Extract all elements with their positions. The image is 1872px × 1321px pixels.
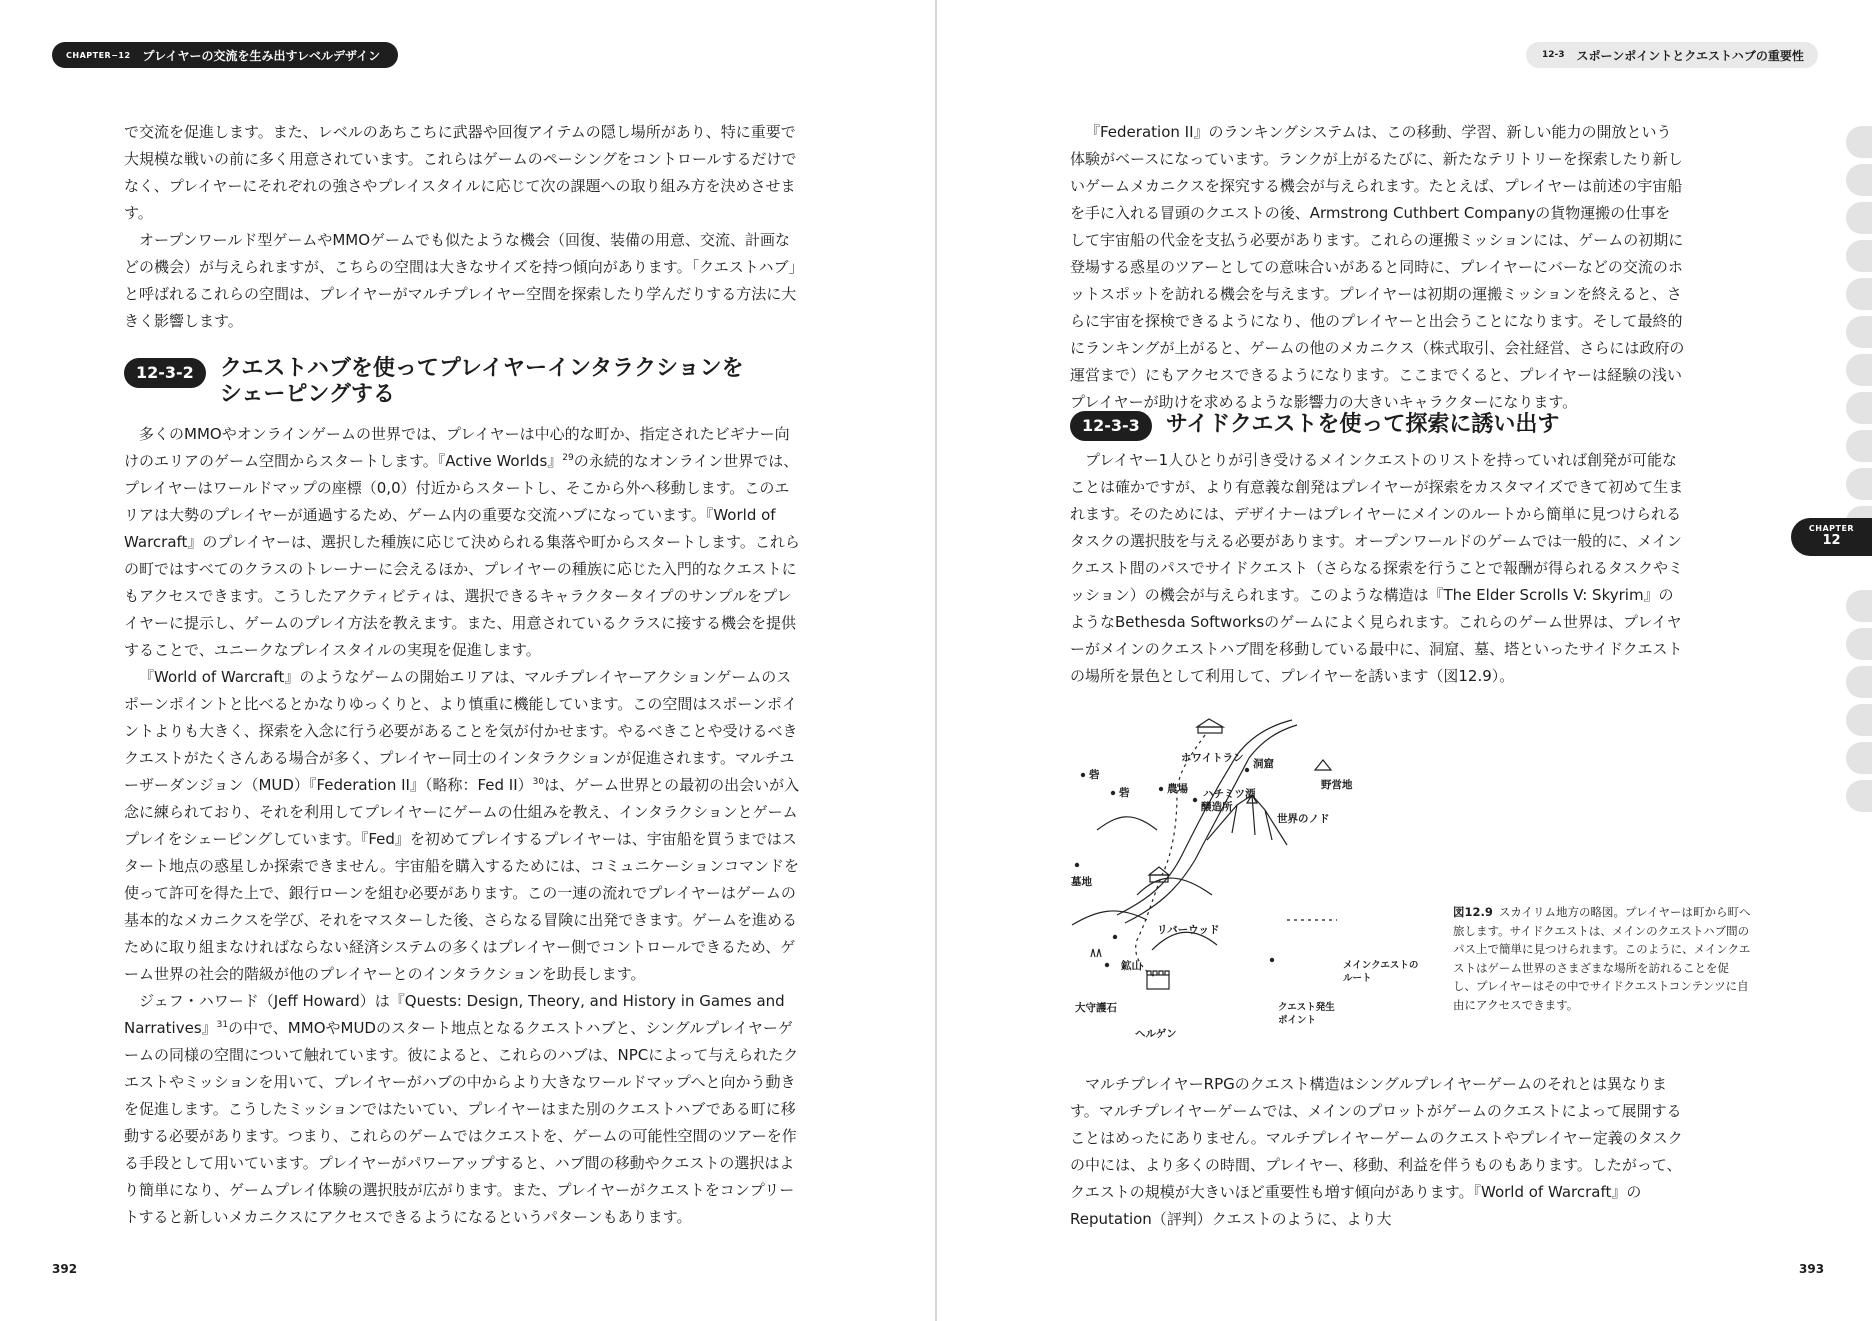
figure-caption [1453, 903, 1751, 1014]
section-body [1070, 447, 1685, 690]
map-label-camp: 野営地 [1321, 779, 1353, 791]
index-tab[interactable] [1846, 742, 1872, 774]
footnote-ref: 30 [532, 777, 545, 787]
index-tab[interactable] [1846, 278, 1872, 310]
left-page [0, 0, 935, 1321]
chapter-label: CHAPTER−12 [66, 50, 131, 60]
chapter-tab-label: CHAPTER [1808, 524, 1855, 533]
index-tab[interactable] [1846, 590, 1872, 622]
body-paragraph: プレイヤー1人ひとりが引き受けるメインクエストのリストを持っていれば創発が可能なことは確かですが、より有意義な創発はプレイヤーが探索をカスタマイズできて初めて生まれます。そのためには、デザイナーはプレイヤーにメインのルートから簡単に見つけられるタスクの選択肢を与える必要があります。オープンワールドのゲームでは一般的に、メインクエスト間のパスでサイドクエスト（さらなる探索を行うことで報酬が得られるタスクやミッション）の機会が与えられます。このような構造は『The Elder Scrolls V: Skyrim』のようなBethesda Softworksのゲームによく見られます。これらのゲーム世界は、プレイヤーがメインのクエストハブ間を移動している最中に、洞窟、墓、塔といったサイドクエストの場所を景色として利用して、プレイヤーを誘います（図12.9）。 [1070, 451, 1684, 685]
section-heading-12-3-2 [124, 356, 824, 408]
index-tab[interactable] [1846, 780, 1872, 812]
intro-paragraph: で交流を促進します。また、レベルのあちこちに武器や回復アイテムの隠し場所があり、特に重要で大規模な戦いの前に多く用意されています。これらはゲームのペーシングをコントロールするだけでなく、プレイヤーにそれぞれの強さやプレイスタイルに応じて次の課題への取り組み方を決めさせます。 [124, 123, 797, 222]
section-number-badge: 12-3-2 [124, 358, 206, 388]
index-tab[interactable] [1846, 316, 1872, 348]
page-number: 392 [52, 1262, 78, 1276]
map-label-meadery: 醸造所 [1201, 801, 1233, 813]
index-tab[interactable] [1846, 164, 1872, 196]
index-tab[interactable] [1846, 392, 1872, 424]
index-tab[interactable] [1846, 126, 1872, 158]
map-label-fort: 砦 [1089, 769, 1100, 781]
section-title [220, 356, 744, 408]
body-paragraph: マルチプレイヤーRPGのクエスト構造はシングルプレイヤーゲームのそれとは異なります。マルチプレイヤーゲームでは、メインのプロットがゲームのクエストによって展開することはめったにありません。マルチプレイヤーゲームのクエストやプレイヤー定義のタスクの中には、より多くの時間、プレイヤー、移動、利益を伴うものもあります。したがって、クエストの規模が大きいほど重要性も増す傾向があります。『World of Warcraft』のReputation（評判）クエストのように、より大 [1070, 1075, 1683, 1228]
map-label-whiterun: ホワイトラン [1181, 752, 1244, 764]
section-header-pill [1526, 42, 1818, 68]
chapter-header-pill [52, 42, 398, 68]
legend-route-label: ルート [1343, 973, 1372, 984]
intro-paragraph: 『Federation II』のランキングシステムは、この移動、学習、新しい能力の開放という体験がベースになっています。ランクが上がるたびに、新たなテリトリーを探索したり新しいゲームメカニクスを探究する機会が与えられます。たとえば、プレイヤーは前述の宇宙船を手に入れる冒頭のクエストの後、Armstrong Cuthbert Companyの貨物運搬の仕事をして宇宙船の代金を支払う必要があります。これらの運搬ミッションには、ゲームの初期に登場する惑星のツアーとしての意味合いがあると同時に、プレイヤーにバーなどの交流のホットスポットを訪れる機会を与えます。プレイヤーは初期の運搬ミッションを終えると、さらに宇宙を探検できるようになり、他のプレイヤーと出会うことになります。そして最終的にランキングが上がると、ゲームの他のメカニクス（株式取引、会社経営、さらには政府の運営まで）にもアクセスできるようになります。ここまでくると、プレイヤーは経験の浅いプレイヤーが助けを求めるような影響力の大きいキャラクターになります。 [1070, 123, 1685, 411]
map-label-mine: 鉱山 [1121, 960, 1142, 972]
legend-point-label: クエスト発生 [1278, 1002, 1335, 1013]
body-paragraph: 多くのMMOやオンラインゲームの世界では、プレイヤーは中心的な町か、指定されたビギナー向けのエリアのゲーム空間からスタートします。『Active Worlds』$^{29}$の永続的なオンライン世界では、プレイヤーはワールドマップの座標（0,0）付近からスタートし、そこから外へ移動します。このエリアは大勢のプレイヤーが通過するため、ゲーム内の重要な交流ハブになっています。『World of Warcraft』のプレイヤーは、選択した種族に応じて決められる集落や町からスタートします。これらの町ではすべてのクラスのトレーナーに会えるほか、プレイヤーの種族に応じた入門的なクエストにもアクセスできます。こうしたアクティビティは、選択できるキャラクタータイプのサンプルをプレイヤーに提示し、ゲームのプレイ方法を教えます。また、用意されているクラスに接する機会を提供することで、ユニークなプレイスタイルの実現を促進します。 [124, 425, 800, 659]
section-body [124, 421, 802, 1231]
legend-route-label: メインクエストの [1343, 960, 1419, 971]
chapter-index-tabs [1846, 126, 1872, 818]
figure-caption-label: 図12.9 [1453, 905, 1493, 919]
map-label-helgen: ヘルゲン [1135, 1028, 1177, 1040]
map-label-meadery: ハチミツ酒 [1203, 788, 1256, 800]
skyrim-map-figure [1071, 715, 1419, 1045]
section-number-badge: 12-3-3 [1070, 411, 1152, 441]
section-title-line: シェーピングする [219, 382, 395, 407]
map-label-guardian-stone: 大守護石 [1075, 1002, 1117, 1014]
closing-text [1070, 1071, 1685, 1233]
intro-text [1070, 119, 1685, 416]
map-label-riverwood: リバーウッド [1157, 924, 1220, 936]
page-number: 393 [1799, 1262, 1825, 1276]
section-heading-12-3-3 [1070, 409, 1710, 441]
section-header-title: スポーンポイントとクエストハブの重要性 [1576, 48, 1804, 63]
footnote-ref: 29 [562, 453, 574, 463]
map-label-cave: 洞窟 [1253, 758, 1274, 770]
map-label-tomb: 墓地 [1071, 876, 1092, 888]
index-tab[interactable] [1846, 666, 1872, 698]
index-tab[interactable] [1846, 430, 1872, 462]
map-label-farm: 農場 [1167, 783, 1188, 795]
body-paragraph: 『World of Warcraft』のようなゲームの開始エリアは、マルチプレイヤーアクションゲームのスポーンポイントと比べるとかなりゆっくりと、より慎重に機能しています。この空間はスポーンポイントよりも大きく、探索を入念に行う必要があることを気が付かせます。やるべきことや受けるべきクエストがたくさんある場合が多く、プレイヤー同士のインタラクションが促進されます。マルチユーザーダンジョン（MUD）『Federation II』（略称：Fed II）$^{30}$は、ゲーム世界との最初の出会いが入念に練られており、それを利用してプレイヤーにゲームの仕組みを教え、インタラクションとゲームプレイをシェーピングしています。『Fed』を初めてプレイするプレイヤーは、宇宙船を買うまではスタート地点の惑星しか探索できません。宇宙船を購入するためには、コミュニケーションコマンドを使って許可を得た上で、銀行ローンを組む必要があります。この一連の流れでプレイヤーはゲームの基本的なメカニクスを学び、それをマスターした後、さらなる冒険に出発できます。ゲームを進めるために取り組まなければならない経済システムの多くはプレイヤー側でコントロールできるため、ゲーム世界の社会的階級が他のプレイヤーとのインタラクションを助長します。 [124, 668, 800, 983]
index-tab[interactable] [1846, 468, 1872, 500]
footnote-ref: 31 [216, 1020, 229, 1030]
section-title: サイドクエストを使って探索に誘い出す [1165, 412, 1560, 437]
intro-text [124, 119, 802, 335]
figure-caption-text: スカイリム地方の略図。プレイヤーは町から町へ旅します。サイドクエストは、メインのクエストハブ間のパス上で簡単に見つけられます。このように、メインクエストはゲーム世界のさまざまな場所を訪れることを促し、プレイヤーはその中でサイドクエストコンテンツに自由にアクセスできます。 [1453, 905, 1751, 1012]
index-tab[interactable] [1846, 704, 1872, 736]
legend-point-label: ポイント [1278, 1015, 1317, 1026]
intro-paragraph: オープンワールド型ゲームやMMOゲームでも似たような機会（回復、装備の用意、交流、計画などの機会）が与えられますが、こちらの空間は大きなサイズを持つ傾向があります。「クエストハブ」と呼ばれるこれらの空間は、プレイヤーがマルチプレイヤー空間を探索したり学んだりする方法に大きく影響します。 [124, 231, 797, 330]
index-tab[interactable] [1846, 628, 1872, 660]
chapter-tab-12[interactable] [1791, 518, 1872, 556]
index-tab[interactable] [1846, 202, 1872, 234]
map-label-throat-of-the-world: 世界のノド [1277, 813, 1330, 825]
section-label: 12-3 [1542, 50, 1565, 60]
body-paragraph: ジェフ・ハワード（Jeff Howard）は『Quests: Design, Theory, and History in Games and Narratives』$^{31}$の中で、MMOやMUDのスタート地点となるクエストハブと、シングルプレイヤーゲームの同様の空間について触れています。彼によると、これらのハブは、NPCによって与えられたクエストやミッションを用いて、プレイヤーがハブの中からより大きなワールドマップへと向かう動きを促進します。こうしたミッションではたいてい、プレイヤーはまた別のクエストハブである町に移動する必要があります。つまり、これらのゲームではクエストを、ゲームの可能性空間のツアーを作る手段として用いています。プレイヤーがパワーアップすると、ハブ間の移動やクエストの選択はより簡単になり、ゲームプレイ体験の選択肢が広がります。また、プレイヤーがクエストをコンプリートすると新しいメカニクスにアクセスできるようになるというパターンもあります。 [124, 992, 799, 1226]
index-tab[interactable] [1846, 354, 1872, 386]
map-label-fort: 砦 [1119, 787, 1130, 799]
section-title-line: クエストハブを使ってプレイヤーインタラクションを [219, 356, 744, 381]
index-tab[interactable] [1846, 240, 1872, 272]
chapter-tab-number: 12 [1822, 533, 1841, 548]
right-page [937, 0, 1872, 1321]
chapter-title: プレイヤーの交流を生み出すレベルデザイン [142, 48, 381, 63]
